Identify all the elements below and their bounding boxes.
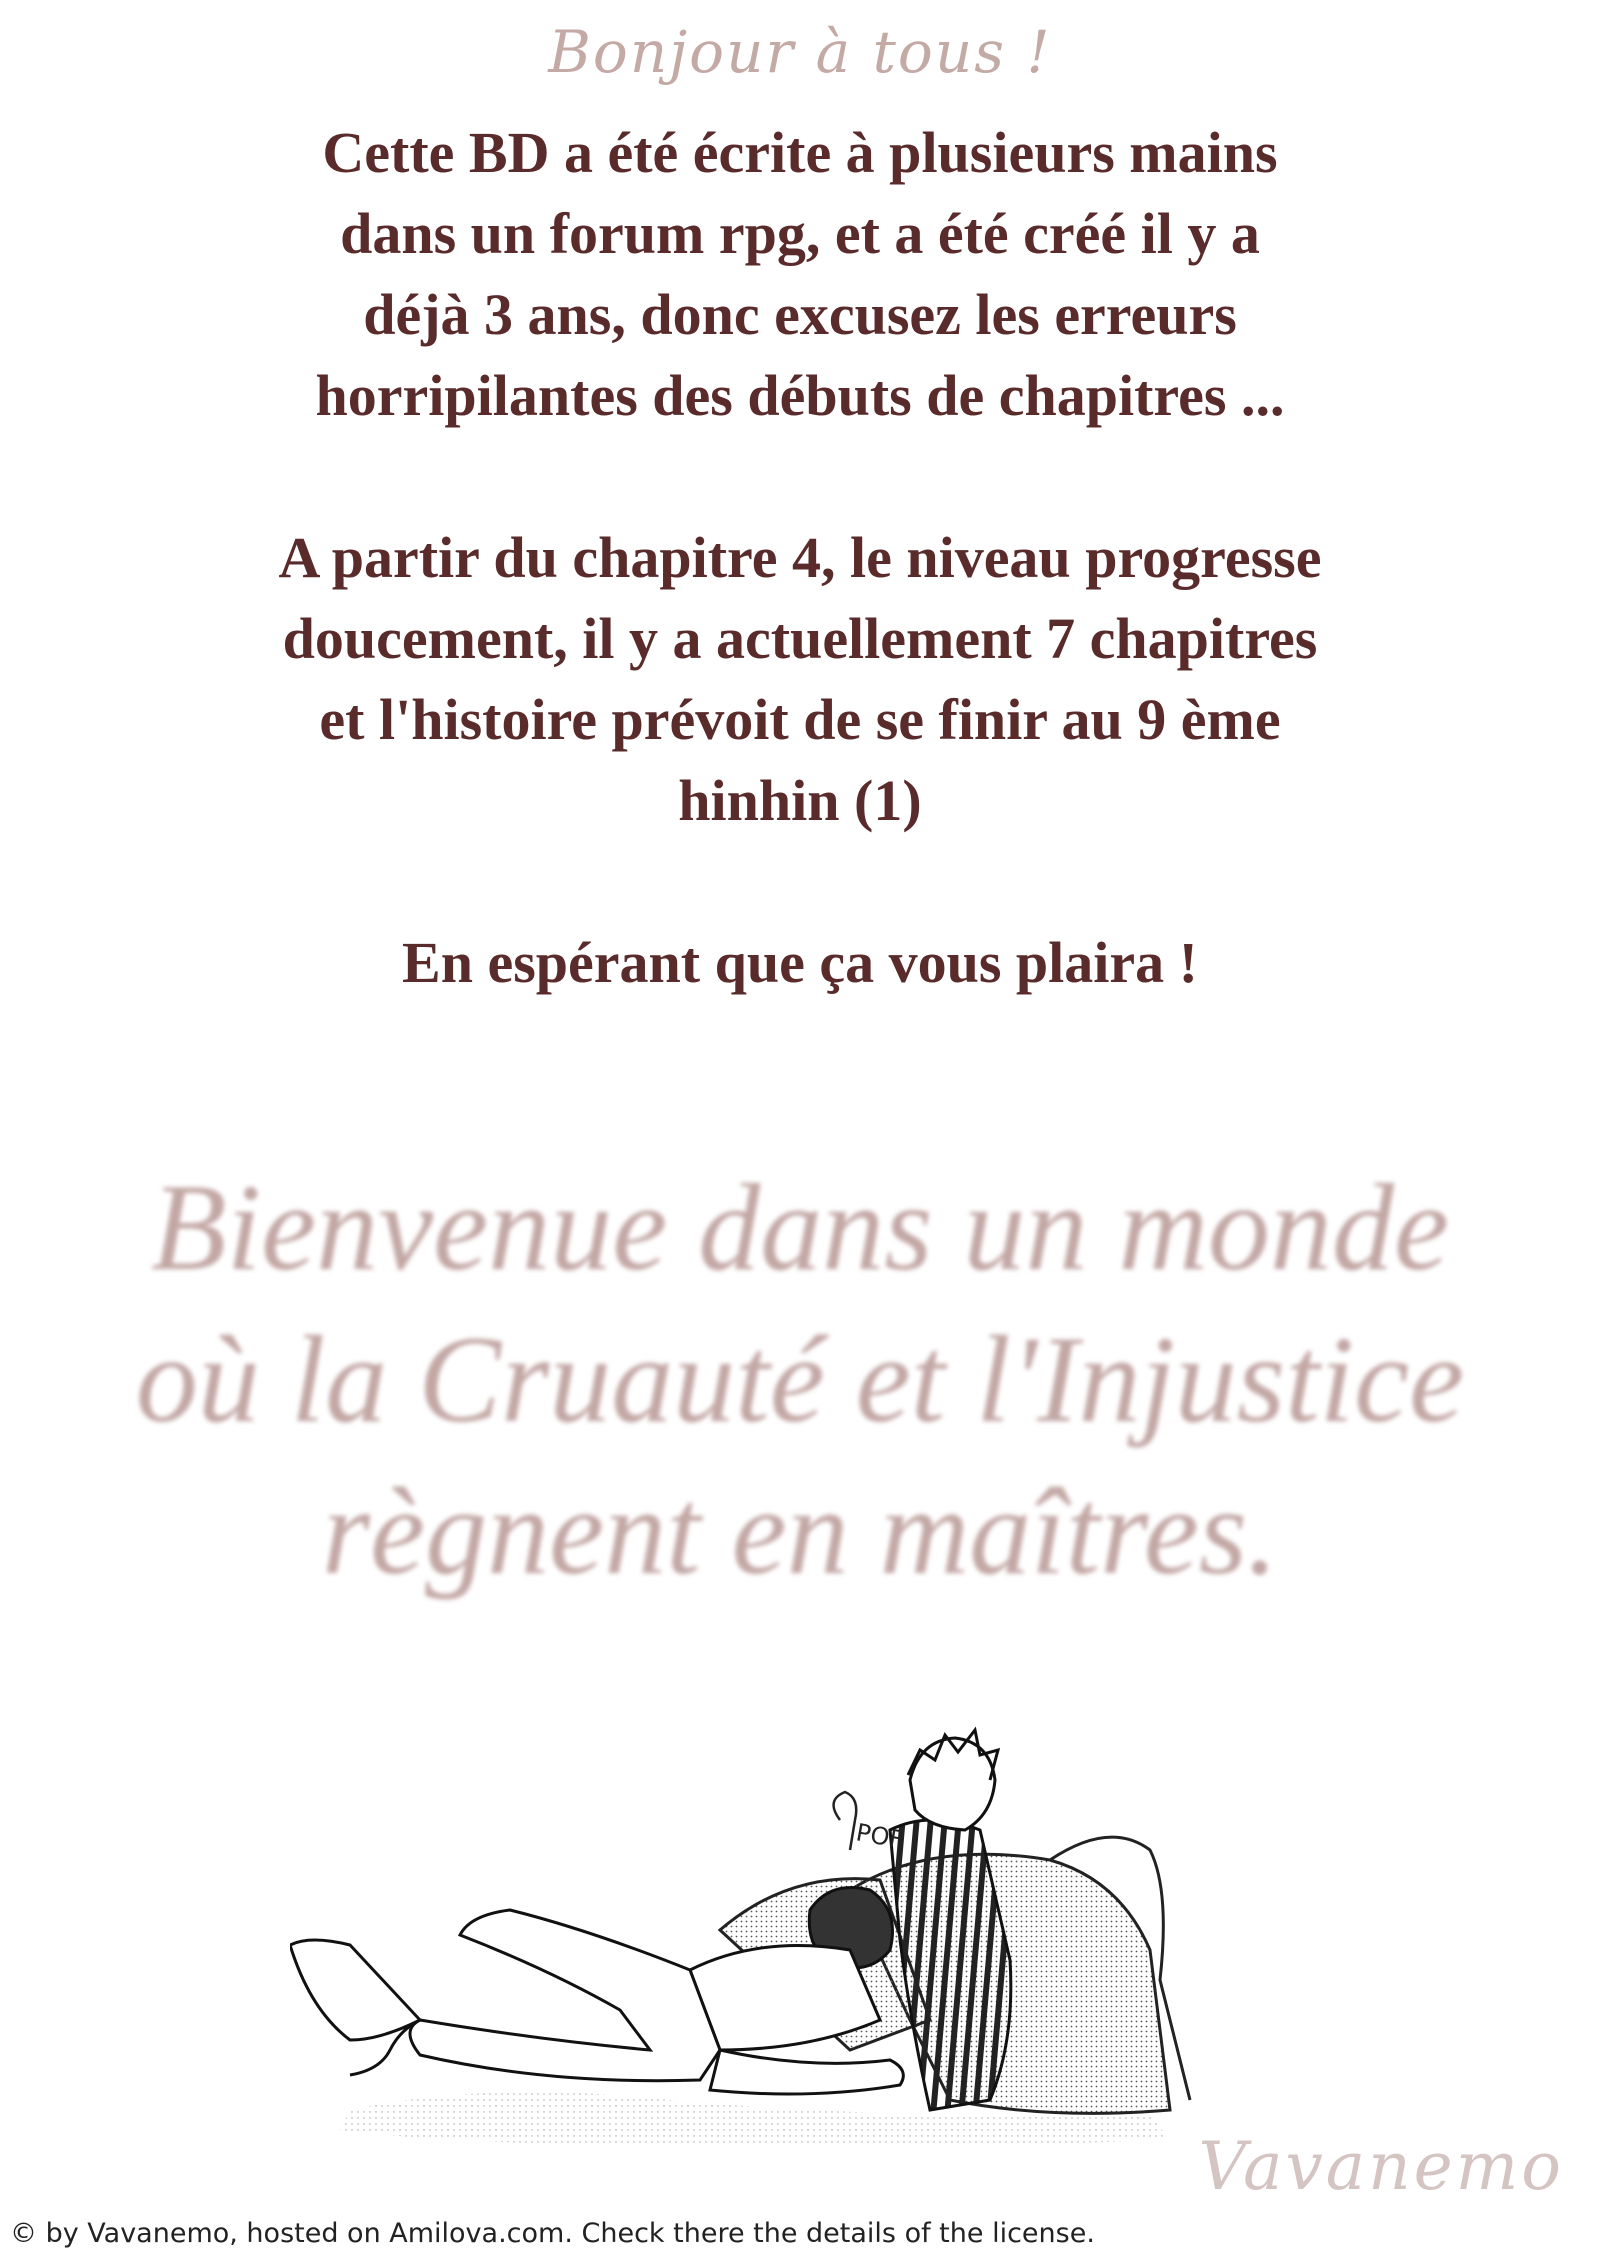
welcome-tagline	[0, 1152, 1600, 1608]
intro-line: doucement, il y a actuellement 7 chapitres	[282, 606, 1318, 671]
intro-line: et l'histoire prévoit de se finir au 9 ème	[319, 687, 1281, 752]
copyright-footer: © by Vavanemo, hosted on Amilova.com. Check there the details of the license.	[10, 2218, 1095, 2249]
reclining-figure-foot	[290, 1940, 420, 2040]
welcome-line: où la Cruauté et l'Injustice	[135, 1311, 1465, 1448]
sfx-text: POF	[853, 1818, 906, 1855]
intro-line: En espérant que ça vous plaira !	[402, 930, 1198, 995]
sfx-mark	[834, 1792, 857, 1850]
welcome-line: Bienvenue dans un monde	[150, 1159, 1450, 1296]
reclining-figure-legs	[410, 1910, 720, 2081]
intro-line: Cette BD a été écrite à plusieurs mains	[322, 120, 1278, 185]
manga-illustration	[290, 1720, 1250, 2160]
greeting-title: Bonjour à tous !	[548, 18, 1052, 86]
intro-line: dans un forum rpg, et a été créé il y a	[340, 201, 1260, 266]
artist-signature: Vavanemo	[1198, 2128, 1564, 2205]
intro-line: hinhin (1)	[678, 768, 922, 833]
reclining-figure-arm	[710, 2050, 903, 2094]
intro-line: déjà 3 ans, donc excusez les erreurs	[363, 282, 1237, 347]
intro-paragraph-3	[100, 922, 1500, 1003]
intro-line: A partir du chapitre 4, le niveau progresse	[278, 525, 1322, 590]
intro-paragraph-2	[100, 517, 1500, 841]
intro-paragraph-1	[100, 112, 1500, 436]
welcome-line: règnent en maîtres.	[321, 1463, 1279, 1600]
intro-line: horripilantes des débuts de chapitres ...	[315, 363, 1285, 428]
